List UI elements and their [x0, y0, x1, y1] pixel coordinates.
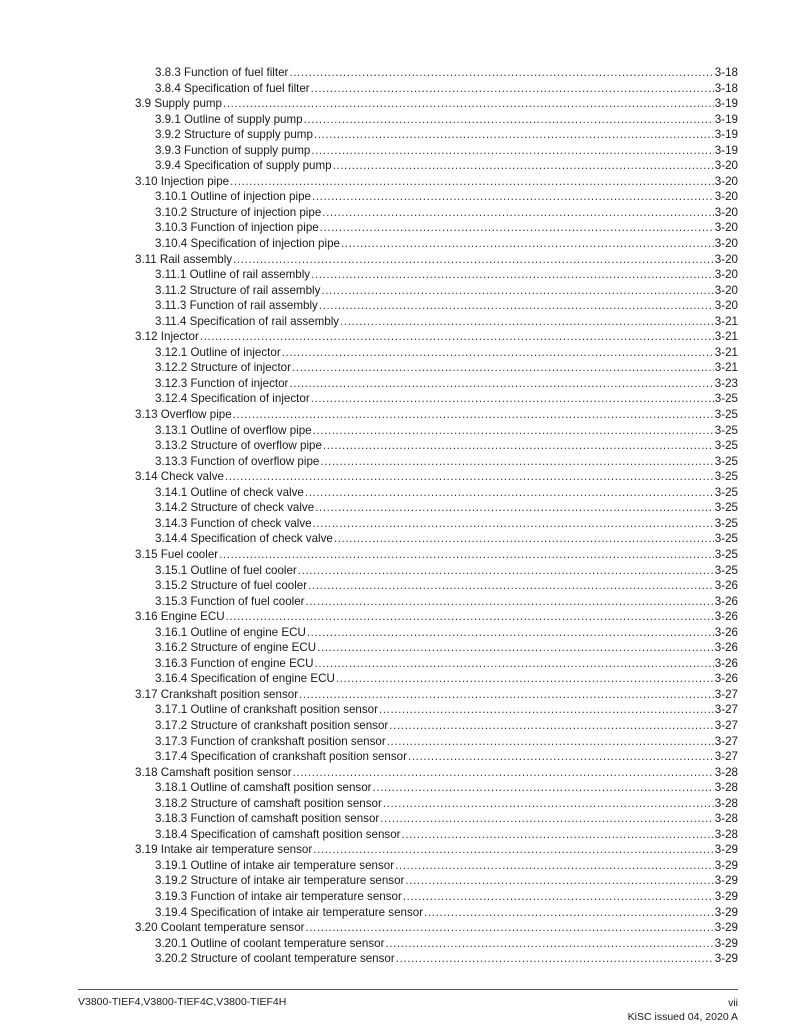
- toc-entry-title: 3.9.1 Outline of supply pump: [155, 112, 303, 126]
- toc-entry-page: 3-21: [714, 345, 738, 359]
- toc-dot-leader: [233, 407, 714, 423]
- toc-entry-page: 3-28: [714, 765, 738, 779]
- toc-dot-leader: [373, 780, 714, 796]
- toc-entry-page: 3-20: [714, 205, 738, 219]
- toc-entry-title: 3.10.2 Structure of injection pipe: [155, 205, 322, 219]
- toc-dot-leader: [320, 454, 713, 470]
- toc-entry[interactable]: [135, 329, 738, 345]
- toc-entry-page: 3-28: [714, 796, 738, 810]
- toc-entry[interactable]: [135, 920, 738, 936]
- toc-entry-page: 3-29: [714, 858, 738, 872]
- toc-dot-leader: [396, 951, 714, 967]
- toc-entry-title: 3.8.4 Specification of fuel filter: [155, 81, 310, 95]
- toc-dot-leader: [389, 718, 713, 734]
- toc-entry-title: 3.15.3 Function of fuel cooler: [155, 594, 305, 608]
- toc-entry[interactable]: [135, 500, 738, 516]
- toc-entry-title: 3.16.4 Specification of engine ECU: [155, 672, 335, 686]
- toc-entry[interactable]: [135, 765, 738, 781]
- toc-entry-page: 3-26: [714, 579, 738, 593]
- toc-entry-title: 3.10.3 Function of injection pipe: [155, 221, 319, 235]
- toc-dot-leader: [321, 283, 713, 299]
- toc-entry-title: 3.17.4 Specification of crankshaft position sensor: [155, 750, 407, 764]
- toc-entry-title: 3.11.3 Function of rail assembly: [155, 299, 318, 313]
- toc-dot-leader: [313, 842, 714, 858]
- toc-entry-title: 3.17.1 Outline of crankshaft position sensor: [155, 703, 378, 717]
- toc-entry[interactable]: [135, 189, 738, 205]
- toc-entry[interactable]: [135, 936, 738, 952]
- toc-dot-leader: [307, 625, 714, 641]
- toc-dot-leader: [387, 734, 714, 750]
- toc-dot-leader: [317, 640, 714, 656]
- toc-entry-title: 3.13.1 Outline of overflow pipe: [155, 423, 312, 437]
- toc-entry-title: 3.12.2 Structure of injector: [155, 361, 291, 375]
- toc-dot-leader: [289, 376, 713, 392]
- toc-entry-page: 3-26: [714, 641, 738, 655]
- toc-entry-page: 3-25: [714, 439, 738, 453]
- toc-entry-title: 3.19.3 Function of intake air temperature sensor: [155, 889, 402, 903]
- toc-dot-leader: [298, 563, 714, 579]
- toc-entry-page: 3-29: [714, 921, 738, 935]
- toc-entry[interactable]: [135, 889, 738, 905]
- toc-entry[interactable]: [135, 640, 738, 656]
- toc-entry-title: 3.14 Check valve: [135, 470, 224, 484]
- toc-entry-title: 3.16.1 Outline of engine ECU: [155, 625, 306, 639]
- toc-entry-page: 3-25: [714, 408, 738, 422]
- toc-entry[interactable]: [135, 656, 738, 672]
- toc-entry[interactable]: [135, 236, 738, 252]
- toc-entry[interactable]: [135, 205, 738, 221]
- toc-entry-page: 3-25: [714, 501, 738, 515]
- toc-dot-leader: [308, 578, 714, 594]
- toc-dot-leader: [323, 438, 714, 454]
- toc-dot-leader: [383, 796, 714, 812]
- toc-entry[interactable]: [135, 65, 738, 81]
- toc-entry[interactable]: [135, 563, 738, 579]
- toc-entry-title: 3.19 Intake air temperature sensor: [135, 843, 313, 857]
- toc-dot-leader: [311, 81, 714, 97]
- toc-entry[interactable]: [135, 734, 738, 750]
- toc-entry-page: 3-18: [714, 81, 738, 95]
- toc-entry[interactable]: [135, 485, 738, 501]
- toc-entry-page: 3-20: [714, 190, 738, 204]
- toc-entry[interactable]: [135, 702, 738, 718]
- toc-entry-page: 3-25: [714, 470, 738, 484]
- toc-entry-title: 3.15.1 Outline of fuel cooler: [155, 563, 297, 577]
- toc-entry-title: 3.13.3 Function of overflow pipe: [155, 454, 320, 468]
- toc-entry[interactable]: [135, 516, 738, 532]
- toc-entry[interactable]: [135, 81, 738, 97]
- toc-entry[interactable]: [135, 905, 738, 921]
- footer-model-list: V3800-TIEF4,V3800-TIEF4C,V3800-TIEF4H: [78, 996, 287, 1008]
- toc-entry[interactable]: [135, 360, 738, 376]
- toc-entry[interactable]: [135, 143, 738, 159]
- toc-entry-title: 3.15 Fuel cooler: [135, 547, 219, 561]
- toc-entry[interactable]: [135, 749, 738, 765]
- toc-dot-leader: [340, 314, 714, 330]
- toc-entry-page: 3-25: [714, 454, 738, 468]
- toc-entry[interactable]: [135, 687, 738, 703]
- toc-entry-page: 3-20: [714, 174, 738, 188]
- toc-dot-leader: [219, 547, 714, 563]
- toc-entry-page: 3-21: [714, 314, 738, 328]
- toc-entry[interactable]: [135, 873, 738, 889]
- toc-dot-leader: [334, 531, 714, 547]
- toc-dot-leader: [311, 391, 714, 407]
- toc-entry-title: 3.18.1 Outline of camshaft position sensor: [155, 781, 372, 795]
- toc-entry-title: 3.9 Supply pump: [135, 97, 223, 111]
- toc-entry-title: 3.20 Coolant temperature sensor: [135, 921, 305, 935]
- toc-dot-leader: [223, 96, 714, 112]
- toc-entry[interactable]: [135, 376, 738, 392]
- toc-entry[interactable]: [135, 112, 738, 128]
- toc-entry-title: 3.10.1 Outline of injection pipe: [155, 190, 311, 204]
- toc-entry-page: 3-25: [714, 547, 738, 561]
- toc-entry-title: 3.10 Injection pipe: [135, 174, 230, 188]
- toc-entry-title: 3.14.3 Function of check valve: [155, 516, 312, 530]
- toc-dot-leader: [230, 174, 714, 190]
- toc-dot-leader: [380, 811, 714, 827]
- toc-entry[interactable]: [135, 718, 738, 734]
- toc-entry-title: 3.15.2 Structure of fuel cooler: [155, 579, 308, 593]
- toc-entry-page: 3-27: [714, 750, 738, 764]
- toc-dot-leader: [306, 920, 714, 936]
- toc-dot-leader: [403, 889, 714, 905]
- toc-entry-page: 3-27: [714, 687, 738, 701]
- toc-entry[interactable]: [135, 283, 738, 299]
- toc-dot-leader: [315, 500, 714, 516]
- toc-entry-title: 3.12 Injector: [135, 330, 199, 344]
- toc-entry-title: 3.9.3 Function of supply pump: [155, 143, 311, 157]
- toc-entry-title: 3.12.1 Outline of injector: [155, 345, 281, 359]
- toc-entry-page: 3-21: [714, 361, 738, 375]
- toc-entry[interactable]: [135, 438, 738, 454]
- toc-entry[interactable]: [135, 469, 738, 485]
- toc-entry-page: 3-29: [714, 936, 738, 950]
- toc-entry-page: 3-29: [714, 952, 738, 966]
- toc-entry-title: 3.14.1 Outline of check valve: [155, 485, 304, 499]
- toc-entry[interactable]: [135, 96, 738, 112]
- toc-dot-leader: [408, 749, 714, 765]
- toc-entry-page: 3-26: [714, 610, 738, 624]
- toc-entry[interactable]: [135, 158, 738, 174]
- toc-dot-leader: [379, 702, 714, 718]
- toc-entry[interactable]: [135, 842, 738, 858]
- toc-dot-leader: [341, 236, 714, 252]
- toc-entry-page: 3-29: [714, 874, 738, 888]
- toc-dot-leader: [405, 873, 713, 889]
- toc-entry-page: 3-20: [714, 159, 738, 173]
- toc-dot-leader: [424, 905, 714, 921]
- toc-entry[interactable]: [135, 267, 738, 283]
- toc-entry-title: 3.16.2 Structure of engine ECU: [155, 641, 317, 655]
- toc-dot-leader: [319, 298, 714, 314]
- toc-entry-page: 3-20: [714, 283, 738, 297]
- toc-entry-title: 3.13.2 Structure of overflow pipe: [155, 439, 322, 453]
- toc-dot-leader: [313, 516, 714, 532]
- toc-entry[interactable]: [135, 174, 738, 190]
- toc-entry[interactable]: [135, 625, 738, 641]
- toc-entry-page: 3-29: [714, 889, 738, 903]
- toc-entry-title: 3.18 Camshaft position sensor: [135, 765, 292, 779]
- toc-entry-title: 3.8.3 Function of fuel filter: [155, 66, 289, 79]
- toc-entry[interactable]: [135, 951, 738, 967]
- toc-dot-leader: [225, 469, 714, 485]
- toc-entry[interactable]: [135, 423, 738, 439]
- toc-entry-title: 3.14.4 Specification of check valve: [155, 532, 333, 546]
- toc-dot-leader: [226, 609, 714, 625]
- toc-entry-title: 3.11.4 Specification of rail assembly: [155, 314, 340, 328]
- toc-entry[interactable]: [135, 298, 738, 314]
- toc-dot-leader: [200, 329, 714, 345]
- footer-divider: [78, 989, 738, 990]
- toc-dot-leader: [314, 127, 714, 143]
- toc-entry-page: 3-19: [714, 128, 738, 142]
- toc-entry-page: 3-28: [714, 827, 738, 841]
- toc-dot-leader: [304, 112, 714, 128]
- toc-entry-page: 3-23: [714, 376, 738, 390]
- toc-entry-title: 3.17.3 Function of crankshaft position sensor: [155, 734, 386, 748]
- toc-entry-page: 3-19: [714, 97, 738, 111]
- toc-entry-page: 3-28: [714, 781, 738, 795]
- toc-dot-leader: [305, 485, 714, 501]
- toc-entry-page: 3-25: [714, 563, 738, 577]
- toc-entry[interactable]: [135, 314, 738, 330]
- toc-entry[interactable]: [135, 780, 738, 796]
- toc-entry[interactable]: [135, 811, 738, 827]
- toc-entry-title: 3.16 Engine ECU: [135, 610, 225, 624]
- toc-entry-title: 3.11.1 Outline of rail assembly: [155, 268, 311, 282]
- toc-entry-page: 3-25: [714, 485, 738, 499]
- toc-entry[interactable]: [135, 796, 738, 812]
- toc-entry-title: 3.19.1 Outline of intake air temperature sensor: [155, 858, 395, 872]
- toc-entry-title: 3.12.3 Function of injector: [155, 376, 289, 390]
- toc-entry-page: 3-26: [714, 656, 738, 670]
- toc-entry-page: 3-20: [714, 252, 738, 266]
- toc-dot-leader: [282, 345, 714, 361]
- toc-dot-leader: [233, 252, 714, 268]
- toc-entry-title: 3.10.4 Specification of injection pipe: [155, 237, 340, 251]
- toc-entry[interactable]: [135, 547, 738, 563]
- toc-dot-leader: [312, 189, 714, 205]
- toc-entry-title: 3.20.1 Outline of coolant temperature sensor: [155, 936, 385, 950]
- toc-entry-page: 3-26: [714, 672, 738, 686]
- toc-entry-page: 3-25: [714, 532, 738, 546]
- toc-dot-leader: [313, 423, 714, 439]
- toc-entry-title: 3.20.2 Structure of coolant temperature sensor: [155, 952, 395, 966]
- toc-entry[interactable]: [135, 671, 738, 687]
- toc-entry-title: 3.18.4 Specification of camshaft position sensor: [155, 827, 401, 841]
- toc-entry-page: 3-27: [714, 703, 738, 717]
- toc-entry-title: 3.17 Crankshaft position sensor: [135, 687, 299, 701]
- toc-entry-title: 3.16.3 Function of engine ECU: [155, 656, 314, 670]
- toc-entry-page: 3-25: [714, 392, 738, 406]
- toc-entry-title: 3.19.4 Specification of intake air temperature sensor: [155, 905, 424, 919]
- table-of-contents: [135, 65, 738, 967]
- toc-entry[interactable]: [135, 127, 738, 143]
- toc-dot-leader: [292, 360, 714, 376]
- toc-entry[interactable]: [135, 391, 738, 407]
- toc-entry-page: 3-28: [714, 812, 738, 826]
- toc-entry-title: 3.18.2 Structure of camshaft position sensor: [155, 796, 382, 810]
- toc-entry-page: 3-29: [714, 905, 738, 919]
- toc-entry-page: 3-20: [714, 237, 738, 251]
- toc-entry-page: 3-19: [714, 143, 738, 157]
- toc-entry-page: 3-20: [714, 299, 738, 313]
- toc-dot-leader: [320, 220, 714, 236]
- toc-entry[interactable]: [135, 858, 738, 874]
- toc-dot-leader: [322, 205, 714, 221]
- footer-issue-info: KiSC issued 04, 2020 A: [627, 1011, 738, 1023]
- toc-entry-page: 3-25: [714, 516, 738, 530]
- toc-entry-page: 3-21: [714, 330, 738, 344]
- toc-entry-title: 3.14.2 Structure of check valve: [155, 501, 315, 515]
- toc-entry-page: 3-27: [714, 734, 738, 748]
- toc-entry[interactable]: [135, 609, 738, 625]
- toc-entry-page: 3-18: [714, 66, 738, 79]
- toc-entry[interactable]: [135, 220, 738, 236]
- toc-entry-page: 3-19: [714, 112, 738, 126]
- toc-dot-leader: [289, 65, 713, 81]
- toc-dot-leader: [315, 656, 714, 672]
- toc-dot-leader: [385, 936, 713, 952]
- toc-dot-leader: [293, 765, 714, 781]
- toc-entry[interactable]: [135, 827, 738, 843]
- toc-entry[interactable]: [135, 454, 738, 470]
- toc-entry-title: 3.9.2 Structure of supply pump: [155, 128, 313, 142]
- toc-dot-leader: [311, 143, 713, 159]
- toc-entry-title: 3.9.4 Specification of supply pump: [155, 159, 332, 173]
- toc-dot-leader: [333, 158, 714, 174]
- toc-dot-leader: [306, 594, 714, 610]
- toc-entry-title: 3.11 Rail assembly: [135, 252, 233, 266]
- toc-entry-page: 3-26: [714, 594, 738, 608]
- toc-entry-page: 3-26: [714, 625, 738, 639]
- toc-entry[interactable]: [135, 345, 738, 361]
- toc-dot-leader: [336, 671, 714, 687]
- toc-dot-leader: [311, 267, 714, 283]
- toc-entry-title: 3.17.2 Structure of crankshaft position sensor: [155, 718, 389, 732]
- footer-page-number: vii: [728, 997, 738, 1009]
- toc-entry-page: 3-25: [714, 423, 738, 437]
- toc-entry-title: 3.19.2 Structure of intake air temperature sensor: [155, 874, 405, 888]
- toc-entry-title: 3.18.3 Function of camshaft position sensor: [155, 812, 380, 826]
- toc-dot-leader: [395, 858, 714, 874]
- toc-entry-title: 3.12.4 Specification of injector: [155, 392, 310, 406]
- toc-entry[interactable]: [135, 252, 738, 268]
- toc-entry-page: 3-27: [714, 718, 738, 732]
- toc-entry-title: 3.11.2 Structure of rail assembly: [155, 283, 321, 297]
- toc-entry[interactable]: [135, 578, 738, 594]
- toc-entry[interactable]: [135, 531, 738, 547]
- toc-entry-page: 3-20: [714, 268, 738, 282]
- toc-entry-title: 3.13 Overflow pipe: [135, 408, 232, 422]
- toc-entry-page: 3-20: [714, 221, 738, 235]
- toc-dot-leader: [299, 687, 714, 703]
- toc-dot-leader: [402, 827, 714, 843]
- toc-entry[interactable]: [135, 407, 738, 423]
- toc-entry-page: 3-29: [714, 843, 738, 857]
- footer-right-block: [628, 996, 738, 1024]
- toc-entry[interactable]: [135, 594, 738, 610]
